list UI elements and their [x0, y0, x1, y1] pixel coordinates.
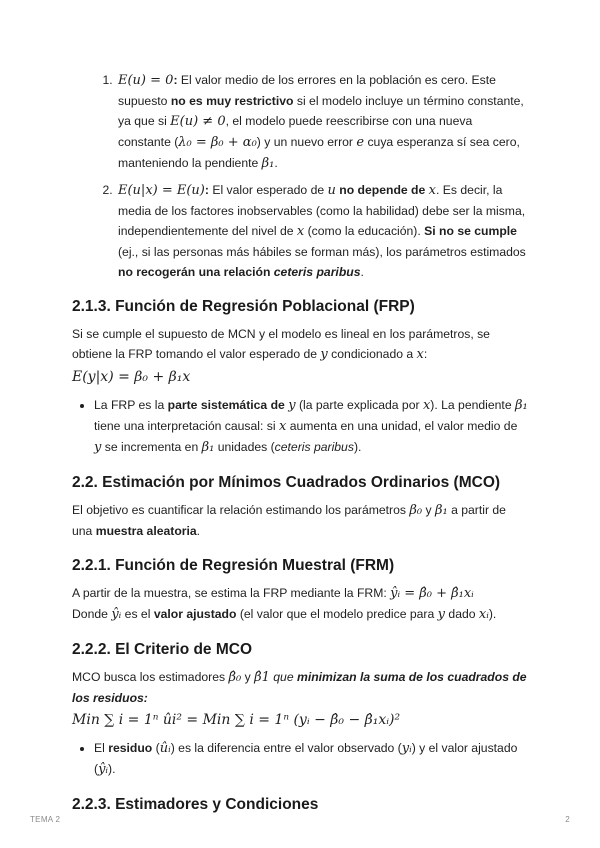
math-inline: β₀ — [409, 503, 423, 518]
colon: : — [173, 73, 178, 87]
math-inline: β₁ — [261, 156, 275, 171]
text: y — [422, 503, 435, 517]
text: Donde — [72, 607, 112, 621]
assumption-item-2 — [116, 180, 528, 282]
section-heading-2-1-3: 2.1.3. Función de Regresión Poblacional (FRP) — [72, 298, 415, 315]
assumptions-list — [72, 70, 528, 282]
colon: : — [204, 183, 209, 197]
bold-text: valor ajustado — [153, 607, 237, 621]
math-inline: β₁ — [514, 398, 528, 413]
text: dado — [445, 607, 479, 621]
math-inline: x — [422, 398, 431, 413]
text: y — [241, 670, 255, 684]
math-inline: e — [356, 135, 365, 150]
bold-text: no recogerán una relación — [118, 265, 274, 279]
math-inline: ŷᵢ — [98, 762, 109, 777]
text: ( — [152, 741, 160, 755]
bold-text: residuo — [108, 741, 153, 755]
math-inline: yᵢ — [401, 741, 412, 756]
list-item — [94, 395, 528, 458]
text: ). — [488, 607, 497, 621]
text: ) y un nuevo error — [256, 135, 357, 149]
paragraph-frm-line2 — [72, 604, 528, 625]
italic-text: ceteris paribus — [274, 440, 354, 454]
bold-text: muestra aleatoria — [95, 524, 197, 538]
math-inline: x — [428, 183, 437, 198]
math-inline: x — [278, 419, 287, 434]
text: (como la educación). — [304, 224, 425, 238]
equation-frp: E(y|x) = β₀ + β₁x — [72, 369, 191, 385]
text: Si se cumple el supuesto de MCN y el modelo es lineal en los parámetros, se obtiene la FRP tomando el valor esperado de — [72, 327, 490, 361]
math-inline: xᵢ — [478, 607, 489, 622]
footer-chapter: TEMA 2 — [30, 815, 61, 824]
text: El valor esperado de — [208, 183, 328, 197]
text: cuya esperanza sí sea cero, manteniendo la pendiente — [118, 135, 520, 170]
math-inline: x — [296, 224, 305, 239]
text: . — [196, 524, 201, 538]
bullet-list-residuo — [72, 738, 528, 780]
math-inline: y — [288, 398, 296, 413]
text: MCO busca los estimadores — [72, 670, 229, 684]
math-inline: β̂1 — [254, 670, 270, 685]
math-inline: y — [94, 440, 102, 455]
text: ). — [353, 440, 362, 454]
bold-text: no es muy restrictivo — [170, 94, 294, 108]
assumption-item-1 — [116, 70, 528, 174]
equation-mco: Min ∑ i = 1ⁿ ûi² = Min ∑ i = 1ⁿ (yᵢ − β̂₀ − β̂₁xᵢ)² — [72, 712, 401, 728]
paragraph-criterio — [72, 667, 528, 708]
list-item — [94, 738, 528, 780]
math-inline: ŷᵢ = β̂₀ + β̂₁xᵢ — [390, 586, 474, 601]
italic-text: que — [269, 670, 297, 684]
text: a partir de una — [72, 503, 506, 538]
text: aumenta en una unidad, el valor medio de — [286, 419, 518, 433]
bold-text: Si no se cumple — [424, 224, 517, 238]
math-inline: y — [320, 347, 328, 362]
text: A partir de la muestra, se estima la FRP mediante la FRM: — [72, 586, 391, 600]
text: . Es decir, la media de los factores inobservables (como la habilidad) debe ser la misma, independientemente del nivel de — [118, 183, 526, 238]
paragraph-frp — [72, 324, 528, 365]
paragraph-frm-line1 — [72, 583, 528, 604]
text: se incrementa en — [101, 440, 202, 454]
math-inline: β̂₀ — [228, 670, 242, 685]
text: El objetivo es cuantificar la relación estimando los parámetros — [72, 503, 410, 517]
text: ) es la diferencia entre el valor observado ( — [170, 741, 402, 755]
text: El — [94, 741, 109, 755]
section-heading-2-2: 2.2. Estimación por Mínimos Cuadrados Ordinarios (MCO) — [72, 474, 501, 491]
text: La FRP es la — [94, 398, 168, 412]
text: (la parte explicada por — [295, 398, 423, 412]
text: : — [423, 347, 428, 361]
bold-text: parte sistemática de — [167, 398, 289, 412]
paragraph-mco — [72, 500, 528, 541]
text: (el valor que el modelo predice para — [236, 607, 438, 621]
section-heading-2-2-3: 2.2.3. Estimadores y Condiciones — [72, 796, 319, 813]
bullet-list-frp — [72, 395, 528, 458]
text: . — [360, 265, 364, 279]
math-inline: ŷᵢ — [111, 607, 122, 622]
math-inline: x — [416, 347, 424, 362]
math-inline: E(u|x) = E(u) — [118, 183, 205, 198]
math-inline: E(u) ≠ 0 — [170, 114, 226, 129]
math-inline: u — [327, 183, 336, 198]
text: . — [274, 156, 278, 170]
math-inline: β₁ — [434, 503, 448, 518]
text: , el modelo puede reescribirse con una nueva constante ( — [118, 114, 473, 149]
math-inline: β₁ — [201, 440, 215, 455]
bold-italic-text: minimizan la suma de los cuadrados de los residuos: — [72, 670, 527, 705]
math-inline: E(u) = 0 — [118, 73, 174, 88]
math-inline: y — [437, 607, 446, 622]
text: tiene una interpretación causal: si — [94, 419, 279, 433]
bold-text: no depende de — [339, 183, 426, 197]
text: ). La pendiente — [430, 398, 515, 412]
math-inline: λ₀ = β₀ + α₀ — [178, 135, 257, 150]
text: si el modelo incluye un término constante, ya que si — [118, 94, 524, 128]
text: (ej., si las personas más hábiles se forman más), los parámetros estimados — [118, 245, 526, 259]
bold-italic-text: ceteris paribus — [273, 265, 361, 279]
page-content — [72, 70, 528, 822]
text: es el — [121, 607, 154, 621]
text: condicionado a — [327, 347, 417, 361]
section-heading-2-2-1: 2.2.1. Función de Regresión Muestral (FRM) — [72, 557, 395, 574]
math-inline: ûᵢ — [159, 741, 171, 756]
footer-page-number: 2 — [565, 815, 570, 824]
text: ) y el valor ajustado ( — [94, 741, 518, 776]
text: ). — [108, 762, 116, 776]
section-heading-2-2-2: 2.2.2. El Criterio de MCO — [72, 641, 253, 658]
text: unidades ( — [214, 440, 275, 454]
text: El valor medio de los errores en la población es cero. Este supuesto — [118, 73, 496, 108]
